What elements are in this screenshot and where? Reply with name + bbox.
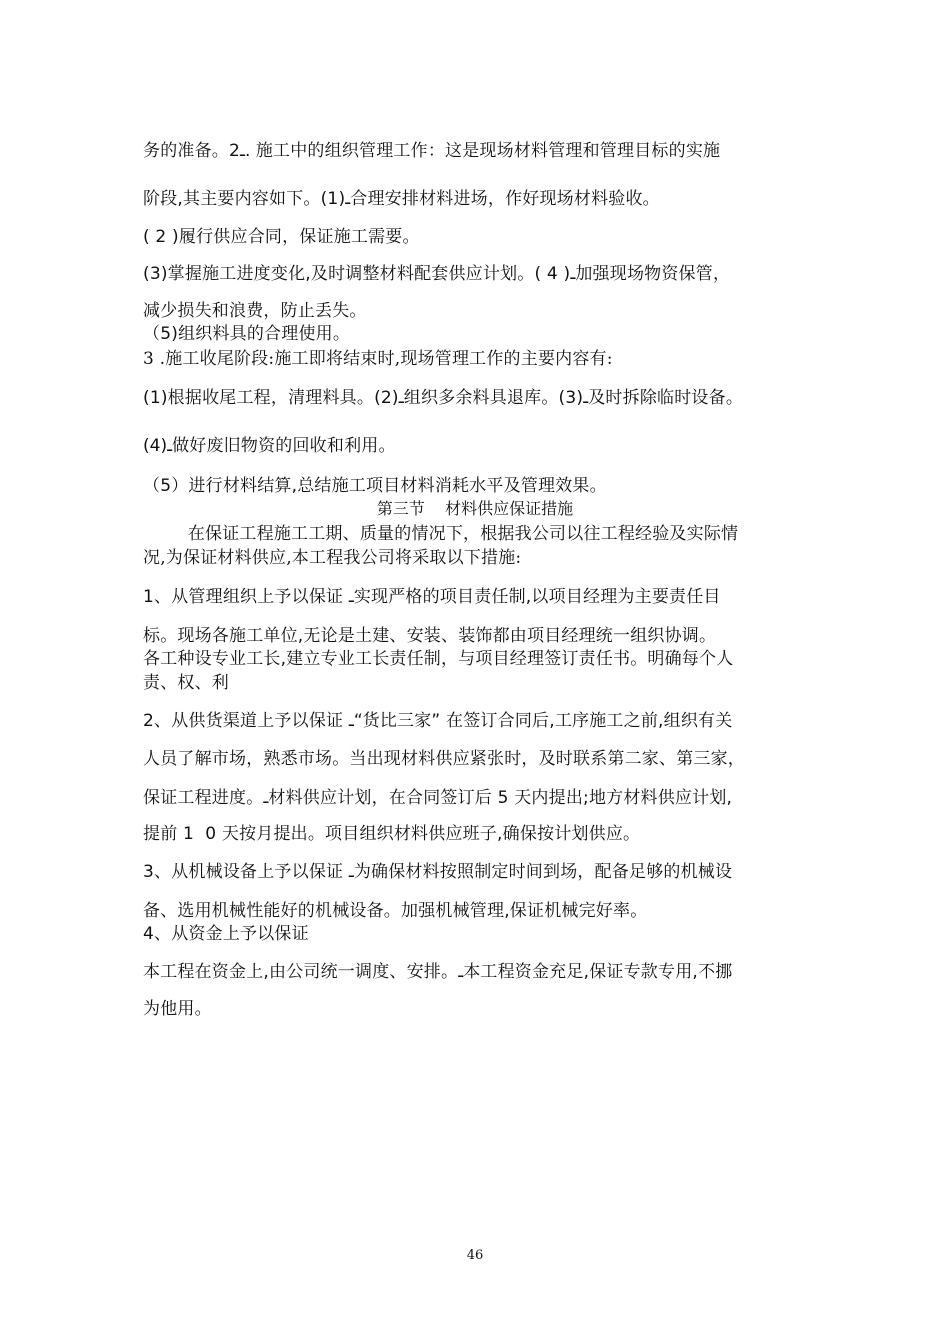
text-line-18: 2、从供货渠道上予以保证 ـ“货比三家” 在签订合同后,工序施工之前,组织有关 [143, 711, 733, 731]
text-line-4: (3)掌握施工进度变化,及时调整材料配套供应计划。( 4 )ـ加强现场物资保管， [143, 264, 731, 284]
section-heading: 第三节 材料供应保证措施 [376, 499, 574, 518]
text-line-21: 提前 1 0 天按月提出。项目组织材料供应班子,确保按计划供应。 [143, 824, 641, 844]
text-line-1: 务的准备。2ـ. 施工中的组织管理工作：这是现场材料管理和管理目标的实施 [143, 141, 721, 161]
text-line-8: (1)根据收尾工程，清理料具。(2)ـ组织多余料具退库。(3)ـ及时拆除临时设备。 [143, 388, 744, 408]
text-line-23: 备、选用机械性能好的机械设备。加强机械管理,保证机械完好率。 [143, 901, 648, 921]
text-line-15: 标。现场各施工单位,无论是土建、安装、装饰都由项目经理统一组织协调。 [143, 626, 717, 646]
text-line-14: 1、从管理组织上予以保证 ـ实现严格的项目责任制,以项目经理为主要责任目 [143, 587, 721, 607]
text-line-5: 减少损失和浪费，防止丢失。 [143, 301, 367, 321]
text-line-19: 人员了解市场，熟悉市场。当出现材料供应紧张时，及时联系第二家、第三家， [143, 749, 745, 769]
text-line-6: （5)组织料具的合理使用。 [143, 324, 351, 344]
text-line-20: 保证工程进度。ـ材料供应计划，在合同签订后 5 天内提出;地方材料供应计划, [143, 788, 733, 808]
text-line-25: 本工程在资金上,由公司统一调度、安排。ـ本工程资金充足,保证专款专用,不挪 [143, 962, 733, 982]
text-line-22: 3、从机械设备上予以保证 ـ为确保材料按照制定时间到场，配备足够的机械设 [143, 862, 733, 882]
text-line-16: 各工种设专业工长,建立专业工长责任制，与项目经理签订责任书。明确每个人 [143, 649, 734, 669]
page-number: 46 [466, 1248, 484, 1263]
text-line-12: 在保证工程施工工期、质量的情况下，根据我公司以往工程经验及实际情 [143, 524, 739, 544]
text-line-26: 为他用。 [143, 999, 212, 1019]
text-line-9: (4)ـ做好废旧物资的回收和利用。 [143, 436, 396, 456]
text-line-10: （5）进行材料结算,总结施工项目材料消耗水平及管理效果。 [143, 476, 607, 496]
text-line-3: ( 2 )履行供应合同，保证施工需要。 [143, 227, 420, 247]
text-line-2: 阶段,其主要内容如下。(1)ـ合理安排材料进场，作好现场材料验收。 [143, 189, 660, 209]
text-line-7: 3 .施工收尾阶段:施工即将结束时,现场管理工作的主要内容有: [143, 349, 613, 369]
text-line-13: 况,为保证材料供应,本工程我公司将采取以下措施: [143, 548, 522, 568]
text-line-24: 4、从资金上予以保证 [143, 924, 309, 944]
text-line-17: 责、权、利 [143, 673, 229, 693]
